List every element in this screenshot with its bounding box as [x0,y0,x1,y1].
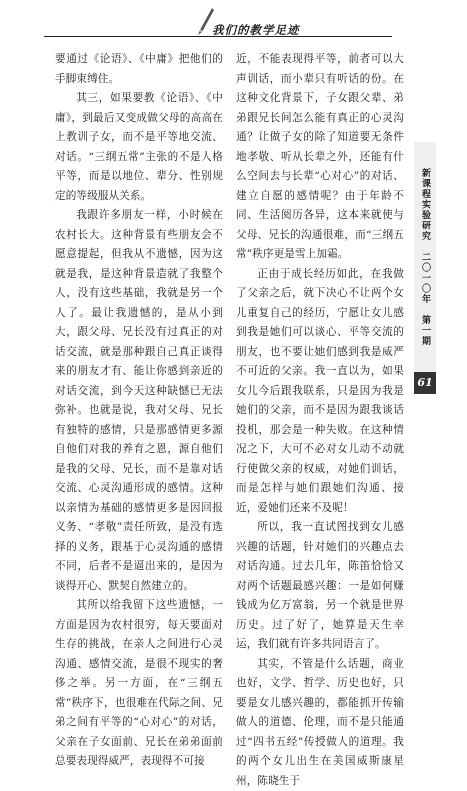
journal-name: 新课程实验研究 二〇一〇年 第一期 [414,148,436,366]
left-column [55,50,223,635]
section-title: 我们的教学足迹 [212,21,352,39]
left-paragraph-4: 其所以给我留下这些遗憾，一方面是因为农村很穷，每天要面对生存的挑战，在亲人之间进行心灵沟通、感情交流，是很不现实的奢侈之举。另一方面，在“三纲五常”秩序下，也很难在代际之间、兄弟之间有平等的“心对心”的对话，父亲在子女面前、兄长在弟弟面前总要表现得威严，表现得不可接 [55,596,223,772]
left-paragraph-1: 要通过《论语》、《中庸》把他们的手脚束缚住。 [55,50,223,89]
header-rule [44,36,392,37]
journal-sidebar [414,142,436,372]
page-number: 61 [414,372,436,394]
left-paragraph-2: 其三，如果要教《论语》、《中庸》，到最后又变成做父母的高高在上教训子女，而不是平等地交流、对话。“三纲五常”主张的不是人格平等，而是以地位、辈分、性别规定的等级服从关系。 [55,89,223,206]
right-paragraph-3: 所以，我一直试图找到女儿感兴趣的话题，针对她们的兴趣点去对话沟通。过去几年，陈笛恰恰又对两个话题最感兴趣：一是如何赚钱成为亿万富翁，另一个就是世界历史。过了好了，她算是天生幸运，我们就有许多共同语言了。 [236,518,404,655]
page-header [0,0,467,50]
right-paragraph-2: 正由于成长经历如此，在我做了父亲之后，就下决心不让两个女儿重复自己的经历，宁愿让女儿感到我是她们可以谈心、平等交流的朋友，也不要让她们感到我是威严不可近的父亲。我一直以为，如果女儿今后跟我联系，只是因为我是她们的父亲，而不是因为跟我谈话投机，那会是一种失败。在这种情况之下，大可不必对女儿动不动就行使做父亲的权威，对她们训话，而是怎样与她们跟她们沟通、接近，爱她们还来不及呢！ [236,265,404,519]
right-paragraph-1: 近，不能表现得平等，前者可以大声训话，而小辈只有听话的份。在这种文化背景下，子女跟父辈、弟弟跟兄长间怎么能有真正的心灵沟通？让做子女的除了知道要无条件地孝敬、听从长辈之外，还能有什么空间去与长辈“心对心”的对话、建立自愿的感情呢？由于年龄不同、生活阅历各异，这本来就使与父母、兄长的沟通很难，而“三纲五常”秩序更是雪上加霜。 [236,50,404,265]
right-column [236,50,404,635]
right-paragraph-4: 其实，不管是什么话题，商业也好，文学、哲学、历史也好，只要是女儿感兴趣的，都能抓开传输做人的道德、伦理，而不是只能通过“四书五经”传授做人的道理。我的两个女儿出生在美国威斯康星州，陈晓生于 [236,655,404,791]
left-paragraph-3: 我跟许多朋友一样，小时候在农村长大。这种背景有些朋友会不愿意提起，但我从不遗憾，因为这就是我，是这种背景造就了我整个人，没有这些基础，我就是另一个人了。最让我遗憾的，是从小到大，跟父母、兄长没有过真正的对话交流，就是那种跟自己真正谈得来的朋友才有、能让你感到亲近的对话交流，到今天这种缺憾已无法弥补。也就是说，我对父母、兄长有独特的感情，只是那感情更多源自他们对我的养育之恩，源自他们是我的父母、兄长，而不是靠对话交流、心灵沟通形成的感情。这种以亲情为基础的感情更多是因回报义务、“孝敬”责任所致，是没有选择的义务，跟基于心灵沟通的感情不同，后者不是逼出来的，是因为谈得开心、默契自然建立的。 [55,206,223,596]
